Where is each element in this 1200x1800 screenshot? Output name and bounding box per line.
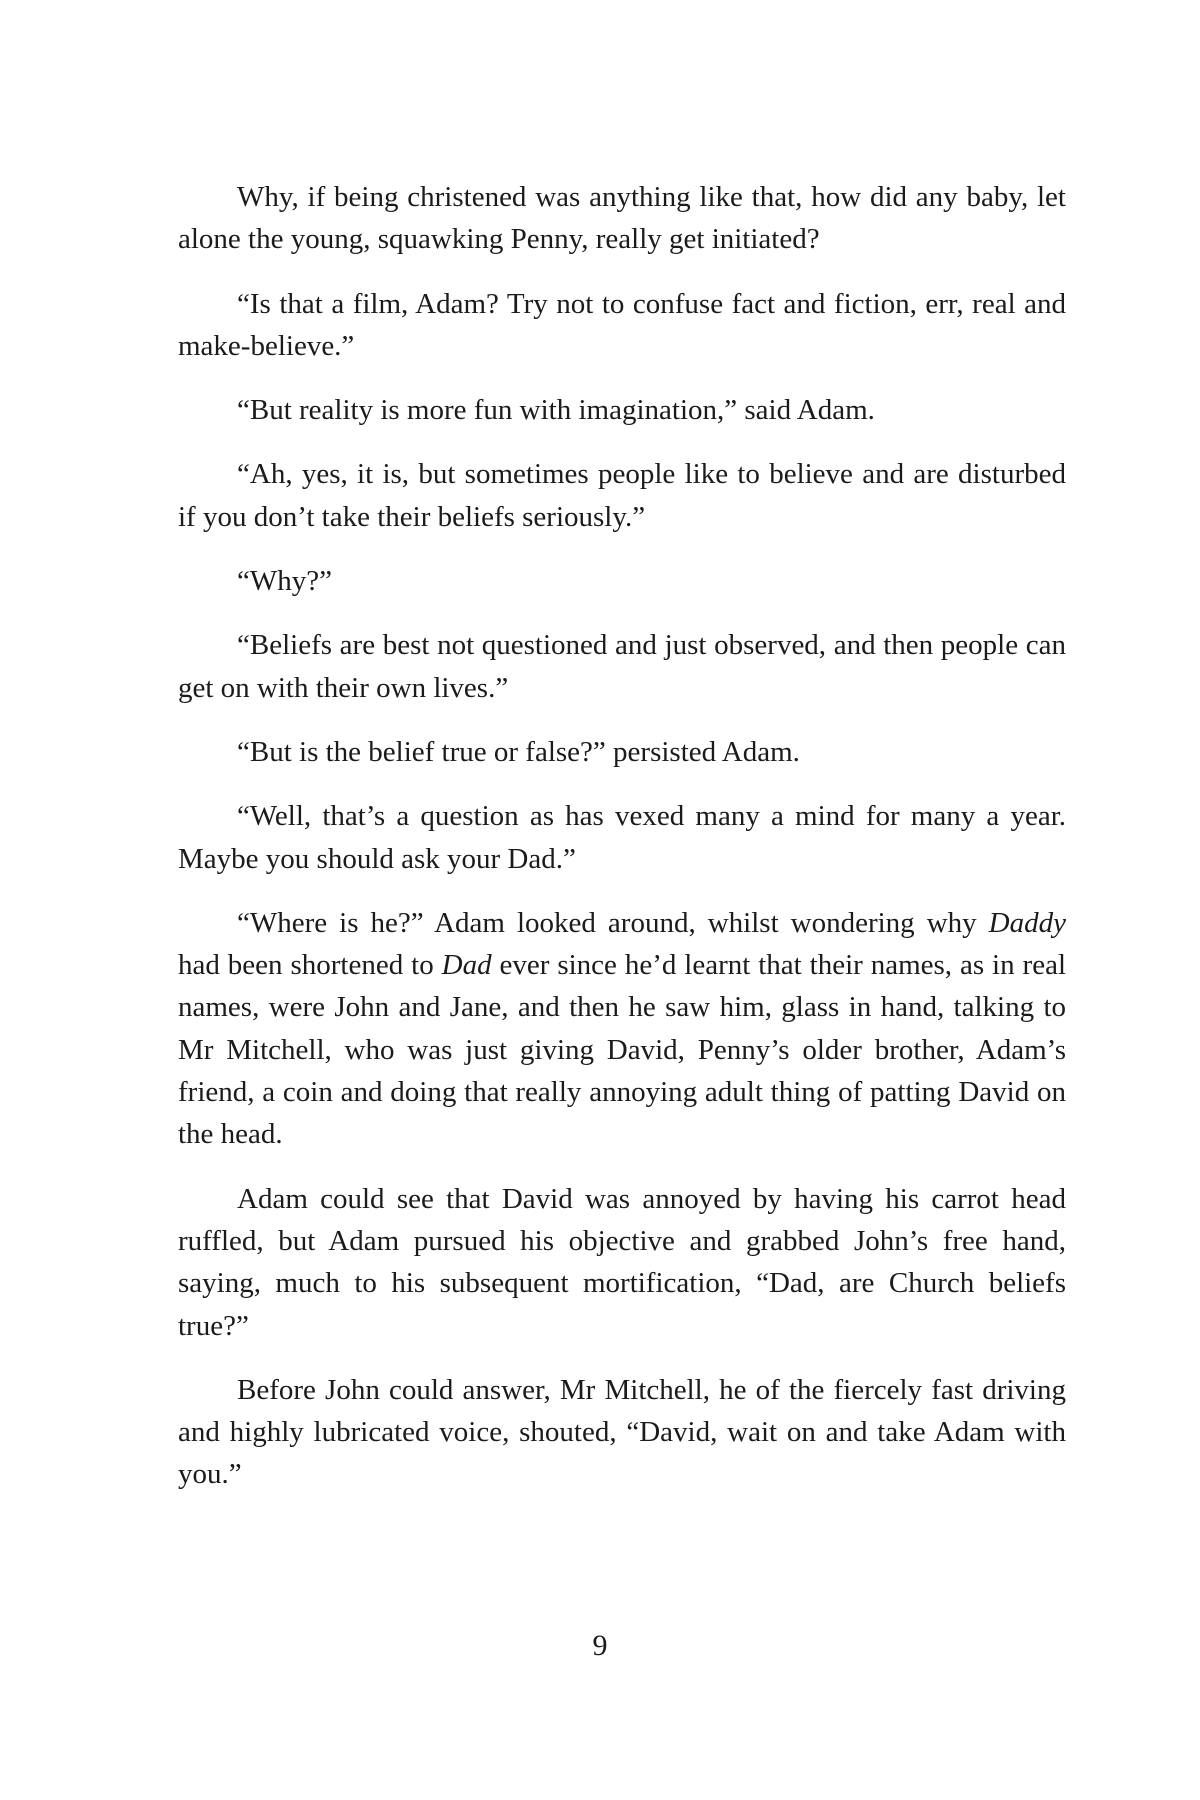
paragraph (178, 1369, 1066, 1496)
text-run: Before John could answer, Mr Mitchell, he of the fiercely fast driving and highly lubricated voice, shouted, “David, wait on and take Adam with you.” (178, 1373, 1066, 1491)
text-run: “Is that a film, Adam? Try not to confuse fact and fiction, err, real and make-believe.” (178, 287, 1066, 362)
paragraph (178, 1178, 1066, 1347)
text-run: ever since he’d learnt that their names, as in real names, were John and Jane, and then he saw him, glass in hand, talking to Mr Mitchell, who was just giving David, Penny’s older brother, Adam’s friend, a coin and doing that really annoying adult thing of patting David on the head. (178, 949, 1066, 1151)
body-text (178, 176, 1066, 1518)
paragraph (178, 795, 1066, 880)
text-run: “Beliefs are best not questioned and just observed, and then people can get on with their own lives.” (178, 629, 1066, 704)
paragraph (178, 176, 1066, 261)
page-number: 9 (592, 1629, 608, 1662)
text-run: “But reality is more fun with imagination,” said Adam. (237, 394, 875, 427)
text-run: “Well, that’s a question as has vexed many a mind for many a year. Maybe you should ask your Dad.” (178, 800, 1066, 875)
italic-text: Dad (441, 949, 492, 982)
paragraph (178, 731, 1066, 773)
italic-text: Daddy (988, 906, 1066, 939)
text-run: had been shortened to (178, 949, 442, 982)
paragraph (178, 560, 1066, 602)
paragraph (178, 624, 1066, 709)
text-run: “But is the belief true or false?” persisted Adam. (237, 735, 800, 768)
paragraph (178, 902, 1066, 1156)
paragraph (178, 283, 1066, 368)
text-run: “Where is he?” Adam looked around, whilst wondering why (237, 906, 989, 939)
text-run: “Why?” (237, 565, 332, 598)
text-run: “Ah, yes, it is, but sometimes people like to believe and are disturbed if you don’t take their beliefs seriously.” (178, 458, 1066, 533)
text-run: Why, if being christened was anything like that, how did any baby, let alone the young, squawking Penny, really get initiated? (178, 181, 1066, 256)
paragraph (178, 389, 1066, 431)
text-run: Adam could see that David was annoyed by having his carrot head ruffled, but Adam pursued his objective and grabbed John’s free hand, saying, much to his subsequent mortification, “Dad, are Church beliefs true?” (178, 1182, 1066, 1342)
paragraph (178, 453, 1066, 538)
